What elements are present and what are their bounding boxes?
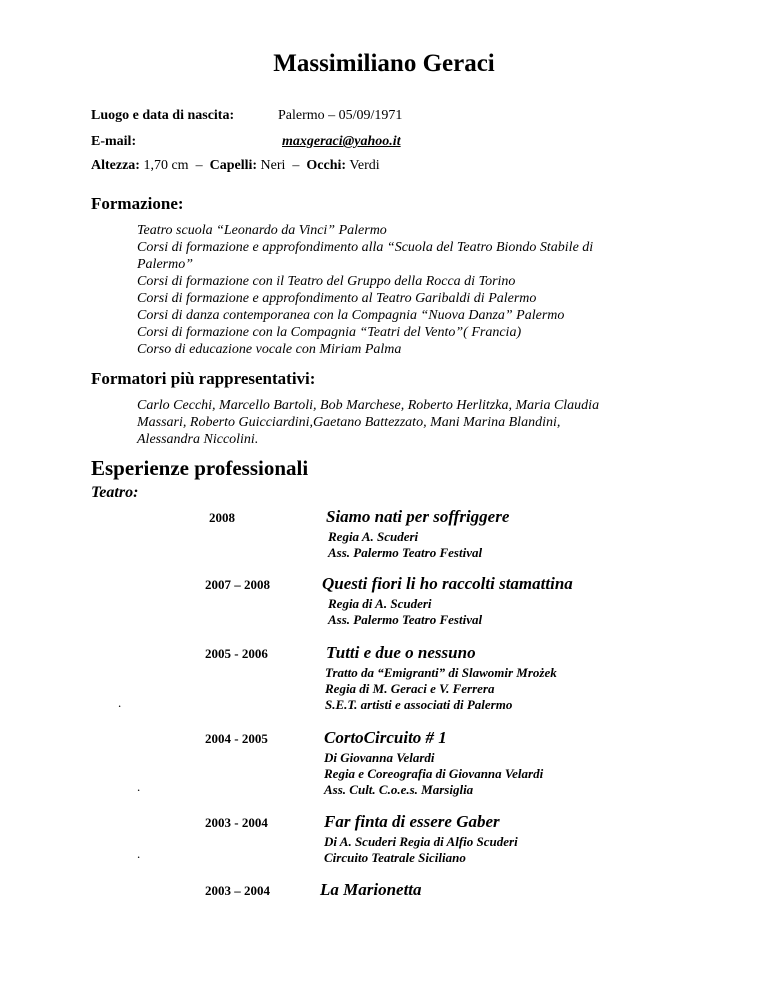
physical-info-line: Altezza: 1,70 cm – Capelli: Neri – Occhi: Verdi [91,158,380,173]
bullet-dot: . [137,779,141,794]
formazione-item: Corso di educazione vocale con Miriam Palma [137,342,402,357]
formazione-item: Corsi di formazione e approfondimento alla “Scuola del Teatro Biondo Stabile di [137,240,594,255]
formatori-list [137,397,717,448]
entry-year: 2005 - 2006 [205,646,268,661]
formazione-item: Corsi di formazione e approfondimento al Teatro Garibaldi di Palermo [137,291,537,306]
entry-detail: Circuito Teatrale Siciliano [324,850,466,865]
formazione-item: Teatro scuola “Leonardo da Vinci” Palermo [137,223,387,238]
entry-year: 2003 – 2004 [205,883,270,898]
teatro-label: Teatro: [91,484,139,501]
formazione-item: Corsi di formazione con la Compagnia “Teatri del Vento”( Francia) [137,325,522,340]
formatori-line: Massari, Roberto Guicciardini,Gaetano Battezzato, Mani Marina Blandini, [137,415,561,430]
entry-title: La Marionetta [320,880,422,899]
entry-title: CortoCircuito # 1 [324,728,447,747]
entry-detail: Di Giovanna Velardi [324,750,435,765]
formazione-item: Corsi di danza contemporanea con la Compagnia “Nuova Danza” Palermo [137,308,565,323]
formazione-heading: Formazione: [91,194,184,213]
entry-details [328,596,482,628]
entry-detail: Ass. Palermo Teatro Festival [328,545,483,560]
entry-title: Siamo nati per soffriggere [326,507,510,526]
formazione-list [137,222,697,358]
birth-label: Luogo e data di nascita: [91,108,235,123]
formazione-item: Corsi di formazione con il Teatro del Gruppo della Rocca di Torino [137,274,516,289]
entry-year: 2007 – 2008 [205,577,270,592]
entry-year: 2008 [209,510,235,525]
hair-label: Capelli: [209,158,258,173]
formatori-line: Alessandra Niccolini. [137,432,259,447]
entry-details [324,750,543,798]
entry-details [328,529,482,561]
entry-detail: Regia e Coreografia di Giovanna Velardi [324,766,544,781]
email-label: E-mail: [91,134,137,149]
entry-year: 2004 - 2005 [205,731,268,746]
esperienze-heading: Esperienze professionali [91,456,309,480]
entry-detail: Ass. Palermo Teatro Festival [328,612,483,627]
entry-title: Far finta di essere Gaber [324,812,500,831]
eyes-value: Verdi [349,158,380,173]
entry-title: Questi fiori li ho raccolti stamattina [322,574,573,593]
email-link[interactable]: maxgeraci@yahoo.it [282,134,401,149]
entry-title: Tutti e due o nessuno [326,643,476,662]
entry-detail: Di A. Scuderi Regia di Alfio Scuderi [324,834,518,849]
formazione-item: Palermo” [137,257,193,272]
hair-value: Neri [260,158,286,173]
bullet-dot: . [137,846,141,861]
bullet-dot: . [118,695,122,710]
birth-value: Palermo – 05/09/1971 [278,108,403,123]
entry-detail: Regia di A. Scuderi [328,596,432,611]
entry-detail: Tratto da “Emigranti” di Slawomir Mrożek [325,665,557,680]
entry-detail: Regia A. Scuderi [328,529,419,544]
document-title: Massimiliano Geraci [273,50,495,77]
entry-year: 2003 - 2004 [205,815,268,830]
entry-details [325,665,557,713]
entry-detail: S.E.T. artisti e associati di Palermo [325,697,513,712]
height-value: 1,70 cm [143,158,189,173]
entry-detail: Regia di M. Geraci e V. Ferrera [325,681,495,696]
height-label: Altezza: [91,158,140,173]
eyes-label: Occhi: [306,158,347,173]
formatori-heading: Formatori più rappresentativi: [91,369,316,388]
entry-detail: Ass. Cult. C.o.e.s. Marsiglia [324,782,474,797]
formatori-line: Carlo Cecchi, Marcello Bartoli, Bob Marchese, Roberto Herlitzka, Maria Claudia [137,398,600,413]
entry-details [324,834,518,866]
